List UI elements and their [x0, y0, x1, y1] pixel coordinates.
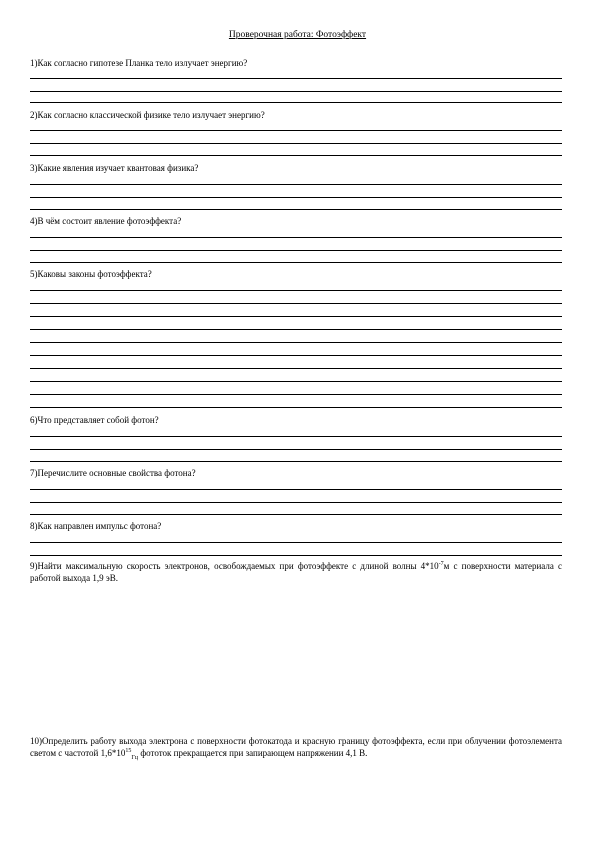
question-8: 8)Как направлен импульс фотона? — [30, 521, 162, 531]
answer-line[interactable] — [30, 489, 562, 490]
answer-line[interactable] — [30, 250, 562, 251]
answer-line[interactable] — [30, 155, 562, 156]
answer-line[interactable] — [30, 78, 562, 79]
task-10-unit: Гц — [131, 754, 139, 761]
task-10 — [30, 735, 562, 759]
answer-line[interactable] — [30, 381, 562, 382]
answer-line[interactable] — [30, 91, 562, 92]
answer-line[interactable] — [30, 502, 562, 503]
answer-line[interactable] — [30, 197, 562, 198]
task-9-text: 9)Найти максимальную скорость электронов, освобождаемых при фотоэффекте с длиной волны 4*10 — [30, 561, 439, 571]
answer-line[interactable] — [30, 184, 562, 185]
task-9 — [30, 560, 562, 584]
answer-line[interactable] — [30, 368, 562, 369]
answer-line[interactable] — [30, 514, 562, 515]
answer-line[interactable] — [30, 209, 562, 210]
question-4: 4)В чём состоит явление фотоэффекта? — [30, 216, 182, 226]
question-6: 6)Что представляет собой фотон? — [30, 415, 159, 425]
answer-line[interactable] — [30, 329, 562, 330]
answer-line[interactable] — [30, 130, 562, 131]
task-10-text-end: фототок прекращается при запирающем напряжении 4,1 В. — [138, 748, 368, 758]
answer-line[interactable] — [30, 316, 562, 317]
answer-line[interactable] — [30, 237, 562, 238]
answer-line[interactable] — [30, 290, 562, 291]
question-1: 1)Как согласно гипотезе Планка тело излучает энергию? — [30, 58, 248, 68]
task-10-exponent: 15 — [125, 748, 132, 754]
question-7: 7)Перечислите основные свойства фотона? — [30, 468, 196, 478]
answer-line[interactable] — [30, 542, 562, 543]
answer-line[interactable] — [30, 436, 562, 437]
answer-line[interactable] — [30, 342, 562, 343]
task-10-text: 10)Определить работу выхода электрона с поверхности фотокатода и красную границу фотоэффекта, если при облучении фотоэлемента светом с частотой 1,6*10 — [30, 736, 562, 758]
answer-line[interactable] — [30, 303, 562, 304]
page-title: Проверочная работа: Фотоэффект — [228, 30, 367, 40]
question-5: 5)Каковы законы фотоэффекта? — [30, 269, 152, 279]
answer-line[interactable] — [30, 555, 562, 556]
answer-line[interactable] — [30, 355, 562, 356]
answer-line[interactable] — [30, 407, 562, 408]
answer-line[interactable] — [30, 449, 562, 450]
question-3: 3)Какие явления изучает квантовая физика? — [30, 163, 199, 173]
question-2: 2)Как согласно классической физике тело излучает энергию? — [30, 110, 265, 120]
answer-line[interactable] — [30, 102, 562, 103]
answer-line[interactable] — [30, 262, 562, 263]
answer-line[interactable] — [30, 461, 562, 462]
task-9-text-end: м с поверхности материала с работой выхода 1,9 эВ. — [30, 561, 562, 583]
answer-line[interactable] — [30, 394, 562, 395]
answer-line[interactable] — [30, 143, 562, 144]
task-9-exponent: -7 — [438, 561, 444, 567]
